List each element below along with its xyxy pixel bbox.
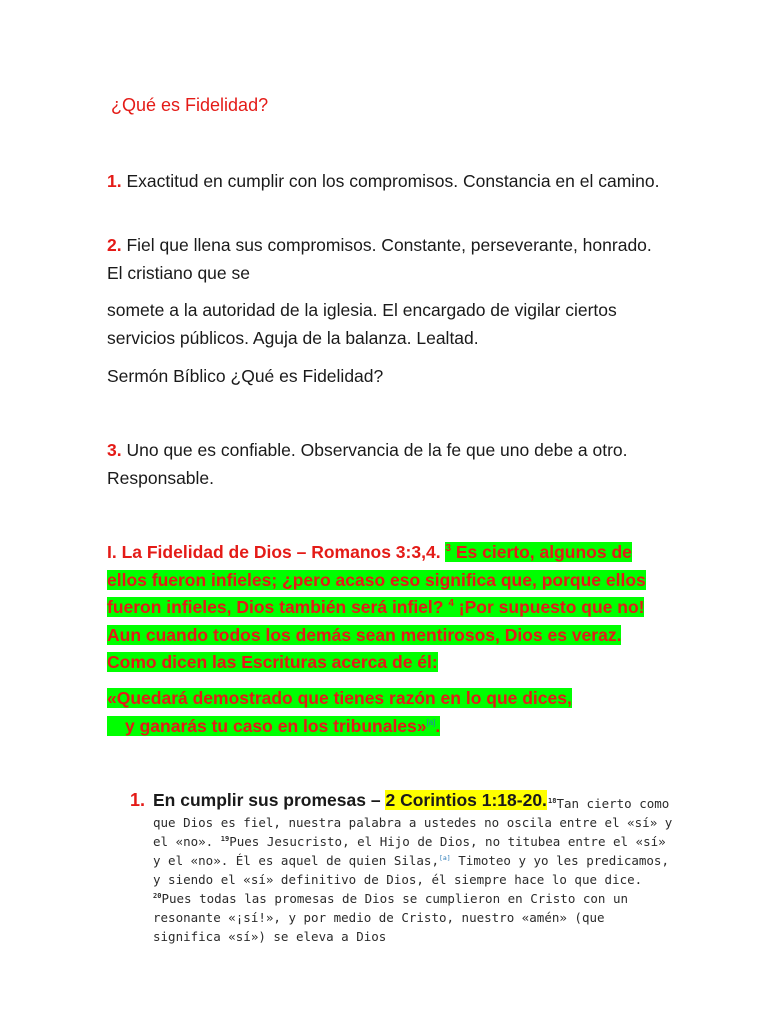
verse-number: 3 (445, 543, 451, 555)
definition-3 (107, 436, 667, 492)
subpoint-title: En cumplir sus promesas – (153, 790, 381, 810)
definition-2-continued (107, 296, 667, 352)
footnote-link[interactable]: [a] (438, 853, 451, 862)
scripture-reference: 2 Corintios 1:18-20. (385, 790, 547, 810)
definition-1 (107, 167, 667, 195)
quote-end: . (435, 715, 441, 736)
verse-text: Timoteo y yo les predicamos, y siendo el «sí» definitivo de Dios, él siempre hace lo que dice. (153, 853, 669, 887)
verse-number: 18 (548, 796, 557, 805)
sermon-text: Sermón Bíblico ¿Qué es Fidelidad? (107, 366, 384, 386)
section-heading: I. La Fidelidad de Dios – Romanos 3:3,4. (107, 542, 441, 562)
verse-text: Es cierto, algunos de ellos fueron infieles; ¿pero acaso eso significa que, porque ellos fueron infieles, Dios también será infiel? (107, 542, 646, 617)
verse-number: 4 (448, 598, 454, 610)
definition-text: Uno que es confiable. Observancia de la fe que uno debe a otro. Responsable. (107, 440, 628, 488)
page-title: ¿Qué es Fidelidad? (111, 95, 269, 115)
definition-text: Exactitud en cumplir con los compromisos. Constancia en el camino. (126, 171, 660, 191)
definition-text: Fiel que llena sus compromisos. Constante, perseverante, honrado. El cristiano que se (107, 235, 652, 283)
definition-number: 3. (107, 440, 122, 460)
definition-2 (107, 231, 667, 287)
footnote-link[interactable]: [a] (426, 717, 436, 727)
quote-line: «Quedará demostrado que tienes razón en lo que dices, (107, 688, 572, 708)
definition-number: 1. (107, 171, 122, 191)
verse-body (153, 794, 673, 946)
subpoint-number: 1. (130, 790, 146, 810)
definition-text: somete a la autoridad de la iglesia. El encargado de vigilar ciertos servicios públicos. Aguja de la balanza. Lealtad. (107, 300, 617, 348)
verse-number: 19 (220, 834, 230, 843)
scripture-quote (107, 685, 667, 740)
verse-text: Pues Jesucristo, el Hijo de Dios, no titubea entre el «sí» y el «no». Él es aquel de quien Silas, (153, 834, 666, 868)
verse-text: ¡Por supuesto que no! Aun cuando todos los demás sean mentirosos, Dios es veraz. Como dicen las Escrituras acerca de él: (107, 597, 645, 672)
quote-line-indented (107, 716, 440, 736)
verse-number: 20 (153, 891, 162, 900)
verse-text: Tan cierto como que Dios es fiel, nuestra palabra a ustedes no oscila entre el «sí» y el «no». (153, 796, 673, 849)
definition-number: 2. (107, 235, 122, 255)
sermon-heading (107, 362, 667, 390)
verse-text: Pues todas las promesas de Dios se cumplieron en Cristo con un resonante «¡sí!», y por medio de Cristo, nuestro «amén» (que significa «sí») se eleva a Dios (153, 891, 629, 944)
section-fidelity-of-god (107, 539, 667, 677)
quote-line: y ganarás tu caso en los tribunales» (125, 715, 427, 736)
